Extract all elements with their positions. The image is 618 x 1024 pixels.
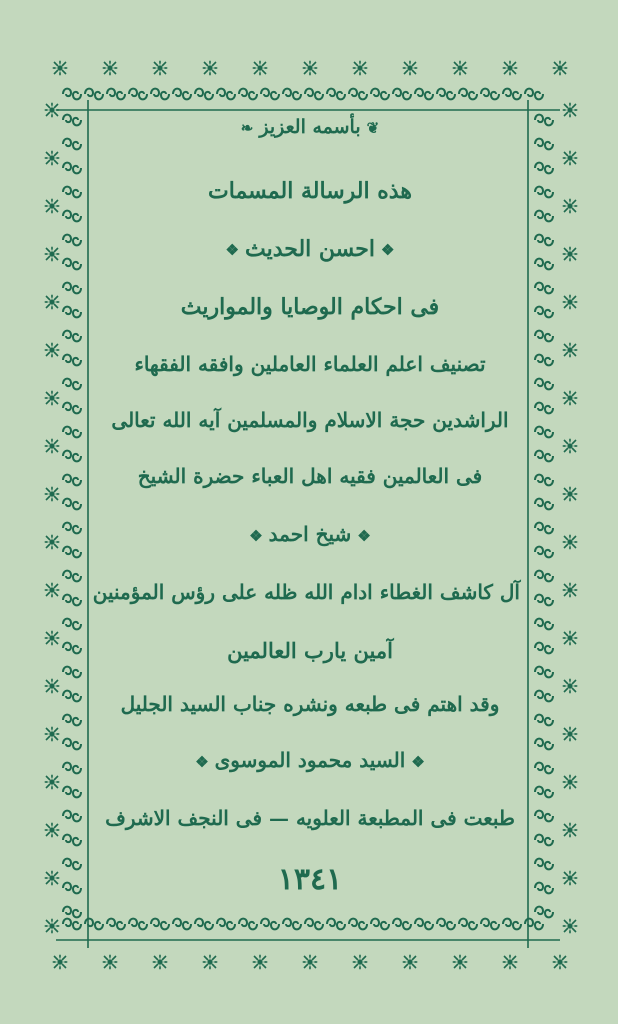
border-fleuron bbox=[153, 955, 168, 970]
border-fleuron bbox=[45, 199, 60, 214]
border-scroll bbox=[535, 355, 553, 366]
border-scroll bbox=[63, 643, 81, 654]
border-fleuron bbox=[563, 535, 578, 550]
border-scroll bbox=[535, 523, 553, 534]
border-fleuron bbox=[45, 823, 60, 838]
fleuron-icon: ❖ bbox=[357, 526, 371, 545]
border-scroll bbox=[535, 139, 553, 150]
publisher-line: وقد اهتم فى طبعه ونشره جناب السيد الجليل bbox=[120, 692, 500, 716]
border-scroll bbox=[283, 919, 301, 930]
border-fleuron bbox=[45, 391, 60, 406]
border-scroll bbox=[63, 139, 81, 150]
border-fleuron bbox=[45, 535, 60, 550]
border-scroll bbox=[535, 571, 553, 582]
border-scroll bbox=[535, 763, 553, 774]
border-fleuron bbox=[253, 61, 268, 76]
border-fleuron bbox=[45, 775, 60, 790]
fleuron-icon: ❖ bbox=[381, 241, 395, 259]
border-scroll bbox=[63, 211, 81, 222]
border-fleuron bbox=[563, 343, 578, 358]
border-scroll bbox=[535, 475, 553, 486]
fleuron-icon: ❦ bbox=[366, 119, 380, 137]
border-fleuron bbox=[303, 61, 318, 76]
border-scroll bbox=[535, 283, 553, 294]
fleuron-icon: ❧ bbox=[240, 119, 254, 137]
border-fleuron bbox=[53, 955, 68, 970]
border-scroll bbox=[63, 499, 81, 510]
author-family-line: آل كاشف الغطاء ادام الله ظله على رؤس المؤمنين bbox=[92, 580, 520, 604]
border-scroll bbox=[63, 187, 81, 198]
border-fleuron bbox=[503, 61, 518, 76]
border-scroll bbox=[63, 235, 81, 246]
border-scroll bbox=[535, 427, 553, 438]
border-scroll bbox=[535, 619, 553, 630]
border-fleuron bbox=[303, 955, 318, 970]
border-scroll bbox=[129, 89, 147, 100]
border-scroll bbox=[459, 919, 477, 930]
book-title: احسن الحديث bbox=[244, 236, 376, 262]
border-scroll bbox=[63, 691, 81, 702]
border-fleuron bbox=[103, 61, 118, 76]
border-scroll bbox=[535, 811, 553, 822]
border-scroll bbox=[63, 715, 81, 726]
subject-line: فى احكام الوصايا والمواريث bbox=[180, 294, 440, 320]
border-scroll bbox=[195, 919, 213, 930]
border-scroll bbox=[107, 89, 125, 100]
border-fleuron bbox=[45, 247, 60, 262]
border-scroll bbox=[63, 307, 81, 318]
border-scroll bbox=[349, 89, 367, 100]
border-fleuron bbox=[563, 247, 578, 262]
border-scroll bbox=[535, 667, 553, 678]
border-fleuron bbox=[563, 199, 578, 214]
border-scroll bbox=[535, 451, 553, 462]
border-scroll bbox=[63, 163, 81, 174]
border-fleuron bbox=[45, 151, 60, 166]
border-scroll bbox=[151, 89, 169, 100]
publisher-name: السيد محمود الموسوى bbox=[214, 748, 406, 772]
border-fleuron bbox=[45, 583, 60, 598]
border-scroll bbox=[503, 919, 521, 930]
border-scroll bbox=[283, 89, 301, 100]
border-fleuron bbox=[453, 61, 468, 76]
border-scroll bbox=[63, 619, 81, 630]
border-scroll bbox=[535, 907, 553, 918]
border-scroll bbox=[535, 331, 553, 342]
author-line-1: تصنيف اعلم العلماء العاملين وافقه الفقهاء bbox=[134, 352, 486, 376]
border-scroll bbox=[535, 379, 553, 390]
border-fleuron bbox=[563, 439, 578, 454]
border-fleuron bbox=[45, 487, 60, 502]
border-fleuron bbox=[563, 679, 578, 694]
border-scroll bbox=[63, 595, 81, 606]
border-scroll bbox=[535, 499, 553, 510]
border-fleuron bbox=[563, 631, 578, 646]
border-scroll bbox=[63, 115, 81, 126]
amen-line: آمين يارب العالمين bbox=[227, 638, 393, 663]
border-scroll bbox=[63, 89, 81, 100]
border-fleuron bbox=[563, 775, 578, 790]
border-scroll bbox=[535, 115, 553, 126]
border-fleuron bbox=[563, 823, 578, 838]
border-scroll bbox=[63, 835, 81, 846]
border-scroll bbox=[63, 667, 81, 678]
border-scroll bbox=[239, 89, 257, 100]
border-scroll bbox=[535, 163, 553, 174]
border-scroll bbox=[535, 235, 553, 246]
border-scroll bbox=[535, 595, 553, 606]
border-fleuron bbox=[403, 955, 418, 970]
fleuron-icon: ❖ bbox=[411, 752, 425, 771]
border-fleuron bbox=[563, 103, 578, 118]
fleuron-icon: ❖ bbox=[225, 241, 239, 259]
border-fleuron bbox=[45, 871, 60, 886]
book-title-line bbox=[100, 236, 520, 262]
border-fleuron bbox=[563, 487, 578, 502]
border-scroll bbox=[217, 919, 235, 930]
publisher-name-line bbox=[100, 748, 520, 772]
border-scroll bbox=[525, 89, 543, 100]
border-scroll bbox=[535, 835, 553, 846]
border-scroll bbox=[63, 883, 81, 894]
border-scroll bbox=[63, 403, 81, 414]
border-scroll bbox=[63, 763, 81, 774]
border-scroll bbox=[173, 89, 191, 100]
border-scroll bbox=[305, 919, 323, 930]
border-scroll bbox=[535, 307, 553, 318]
border-fleuron bbox=[353, 955, 368, 970]
border-scroll bbox=[261, 919, 279, 930]
border-fleuron bbox=[563, 727, 578, 742]
border-scroll bbox=[217, 89, 235, 100]
border-scroll bbox=[63, 475, 81, 486]
border-fleuron bbox=[563, 871, 578, 886]
border-scroll bbox=[503, 89, 521, 100]
border-scroll bbox=[481, 89, 499, 100]
border-scroll bbox=[393, 919, 411, 930]
border-scroll bbox=[173, 919, 191, 930]
border-scroll bbox=[63, 571, 81, 582]
border-scroll bbox=[459, 89, 477, 100]
author-name: شيخ احمد bbox=[268, 522, 352, 546]
border-fleuron bbox=[563, 583, 578, 598]
border-scroll bbox=[535, 883, 553, 894]
border-scroll bbox=[535, 739, 553, 750]
border-fleuron bbox=[563, 295, 578, 310]
border-scroll bbox=[63, 739, 81, 750]
border-fleuron bbox=[103, 955, 118, 970]
border-fleuron bbox=[563, 919, 578, 934]
border-scroll bbox=[63, 547, 81, 558]
author-line-3: فى العالمين فقيه اهل العباء حضرة الشيخ bbox=[137, 464, 483, 488]
border-scroll bbox=[535, 691, 553, 702]
border-scroll bbox=[63, 907, 81, 918]
author-name-line bbox=[100, 522, 520, 546]
border-scroll bbox=[535, 859, 553, 870]
border-scroll bbox=[107, 919, 125, 930]
fleuron-icon: ❖ bbox=[249, 526, 263, 545]
border-scroll bbox=[437, 89, 455, 100]
author-line-2: الراشدين حجة الاسلام والمسلمين آيه الله تعالى bbox=[111, 408, 509, 432]
border-fleuron bbox=[563, 391, 578, 406]
border-scroll bbox=[437, 919, 455, 930]
border-scroll bbox=[535, 187, 553, 198]
border-scroll bbox=[63, 379, 81, 390]
border-scroll bbox=[305, 89, 323, 100]
border-scroll bbox=[535, 547, 553, 558]
border-scroll bbox=[261, 89, 279, 100]
border-scroll bbox=[63, 427, 81, 438]
border-scroll bbox=[535, 787, 553, 798]
border-scroll bbox=[63, 859, 81, 870]
border-fleuron bbox=[203, 955, 218, 970]
border-scroll bbox=[415, 89, 433, 100]
year: ١٣٤١ bbox=[277, 862, 343, 897]
border-scroll bbox=[535, 643, 553, 654]
border-scroll bbox=[63, 355, 81, 366]
border-fleuron bbox=[203, 61, 218, 76]
border-scroll bbox=[85, 89, 103, 100]
border-scroll bbox=[535, 259, 553, 270]
border-fleuron bbox=[45, 295, 60, 310]
border-fleuron bbox=[563, 151, 578, 166]
border-fleuron bbox=[503, 955, 518, 970]
invocation: بأسمه العزيز bbox=[259, 116, 361, 138]
border-scroll bbox=[535, 715, 553, 726]
border-fleuron bbox=[53, 61, 68, 76]
border-fleuron bbox=[253, 955, 268, 970]
border-scroll bbox=[393, 89, 411, 100]
border-scroll bbox=[371, 919, 389, 930]
border-scroll bbox=[327, 89, 345, 100]
border-fleuron bbox=[45, 103, 60, 118]
treatise-line: هذه الرسالة المسمات bbox=[208, 178, 412, 204]
border-scroll bbox=[129, 919, 147, 930]
border-scroll bbox=[371, 89, 389, 100]
border-scroll bbox=[151, 919, 169, 930]
border-scroll bbox=[349, 919, 367, 930]
border-fleuron bbox=[45, 439, 60, 454]
border-scroll bbox=[481, 919, 499, 930]
border-scroll bbox=[63, 259, 81, 270]
border-scroll bbox=[535, 403, 553, 414]
invocation-line bbox=[100, 116, 520, 138]
printing-line: طبعت فى المطبعة العلويه — فى النجف الاشرف bbox=[105, 806, 515, 830]
border-scroll bbox=[63, 331, 81, 342]
border-fleuron bbox=[553, 955, 568, 970]
border-scroll bbox=[535, 211, 553, 222]
border-scroll bbox=[63, 523, 81, 534]
border-scroll bbox=[63, 787, 81, 798]
border-fleuron bbox=[45, 679, 60, 694]
border-scroll bbox=[239, 919, 257, 930]
border-fleuron bbox=[45, 727, 60, 742]
border-fleuron bbox=[553, 61, 568, 76]
border-scroll bbox=[195, 89, 213, 100]
border-fleuron bbox=[45, 343, 60, 358]
border-scroll bbox=[63, 283, 81, 294]
border-scroll bbox=[63, 919, 81, 930]
border-scroll bbox=[415, 919, 433, 930]
fleuron-icon: ❖ bbox=[195, 752, 209, 771]
border-fleuron bbox=[353, 61, 368, 76]
border-scroll bbox=[63, 811, 81, 822]
border-scroll bbox=[63, 451, 81, 462]
border-scroll bbox=[327, 919, 345, 930]
border-fleuron bbox=[45, 631, 60, 646]
border-fleuron bbox=[403, 61, 418, 76]
border-fleuron bbox=[153, 61, 168, 76]
border-fleuron bbox=[45, 919, 60, 934]
border-fleuron bbox=[453, 955, 468, 970]
